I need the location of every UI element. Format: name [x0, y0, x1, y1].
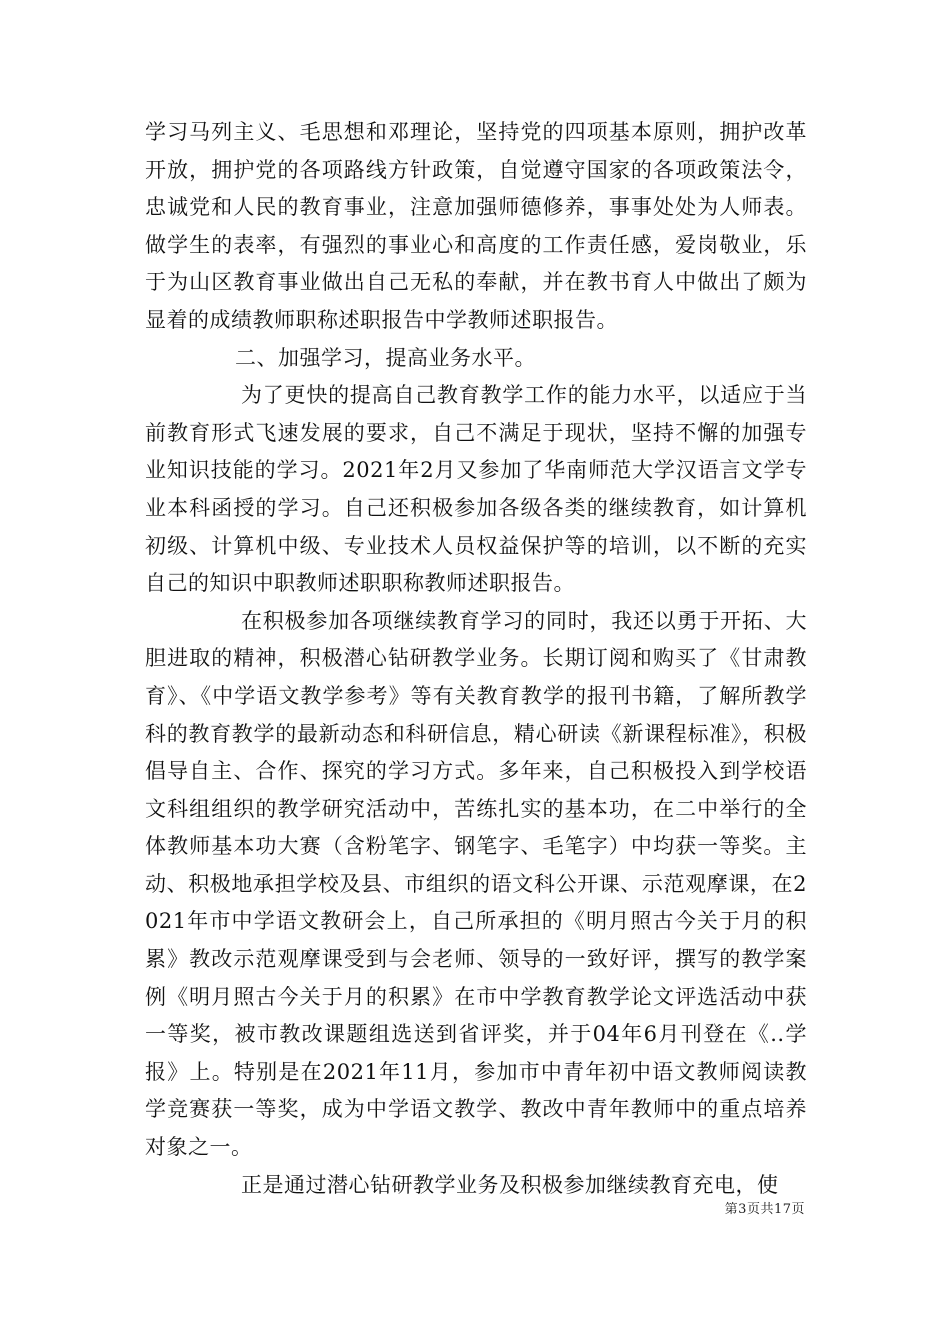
document-body [145, 114, 807, 1204]
paragraph-study: 为了更快的提高自己教育教学工作的能力水平，以适应于当前教育形式飞速发展的要求，自己不满足于现状，坚持不懈的加强专业知识技能的学习。2021年2月又参加了华南师范大学汉语言文学专业本科函授的学习。自己还积极参加各级各类的继续教育，如计算机初级、计算机中级、专业技术人员权益保护等的培训，以不断的充实自己的知识中职教师述职职称教师述职报告。 [145, 383, 807, 596]
paragraph-research: 在积极参加各项继续教育学习的同时，我还以勇于开拓、大胆进取的精神，积极潜心钻研教学业务。长期订阅和购买了《甘肃教育》、《中学语文教学参考》等有关教育教学的报刊书籍，了解所教学科的教育教学的最新动态和科研信息，精心研读《新课程标准》，积极倡导自主、合作、探究的学习方式。多年来，自己积极投入到学校语文科组组织的教学研究活动中，苦练扎实的基本功，在二中举行的全体教师基本功大赛（含粉笔字、钢笔字、毛笔字）中均获一等奖。主动、积极地承担学校及县、市组织的语文科公开课、示范观摩课，在2021年市中学语文教研会上，自己所承担的《明月照古今关于月的积累》教改示范观摩课受到与会老师、领导的一致好评，撰写的教学案例《明月照古今关于月的积累》在市中学教育教学论文评选活动中获一等奖，被市教改课题组选送到省评奖，并于04年6月刊登在《..学报》上。特别是在2021年11月，参加市中青年初中语文教师阅读教学竞赛获一等奖，成为中学语文教学、教改中青年教师中的重点培养对象之一。 [145, 608, 807, 1160]
paragraph-continuation: 学习马列主义、毛思想和邓理论，坚持党的四项基本原则，拥护改革开放，拥护党的各项路线方针政策，自觉遵守国家的各项政策法令，忠诚党和人民的教育事业，注意加强师德修养，事事处处为人师表。做学生的表率，有强烈的事业心和高度的工作责任感，爱岗敬业，乐于为山区教育事业做出自己无私的奉献，并在教书育人中做出了颇为显着的成绩教师职称述职报告中学教师述职报告。 [145, 120, 807, 332]
page-number-footer: 第3页共17页 [724, 1202, 805, 1217]
paragraph-conclusion-start: 正是通过潜心钻研教学业务及积极参加继续教育充电，使 [241, 1172, 779, 1197]
section-heading: 二、加强学习，提高业务水平。 [235, 345, 536, 370]
